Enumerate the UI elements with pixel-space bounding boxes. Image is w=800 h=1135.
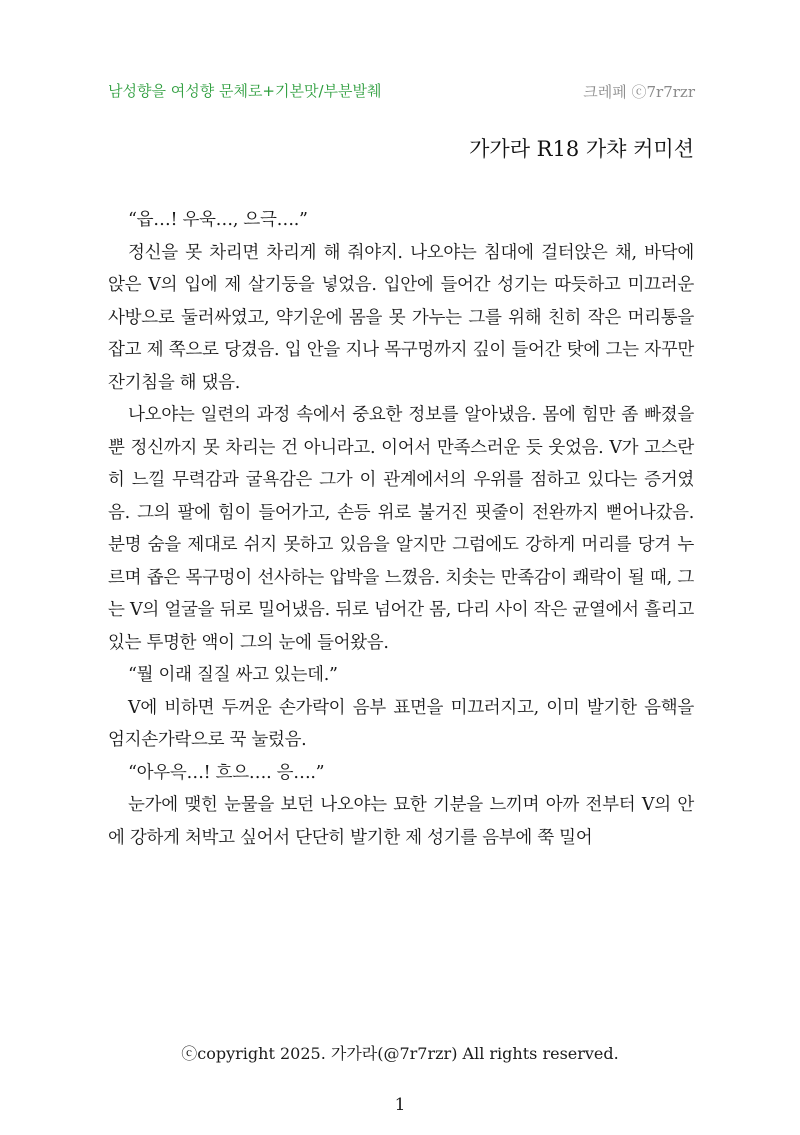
paragraph: “아우윽…! 흐으…. 응….”: [128, 762, 325, 783]
paragraph: 정신을 못 차리면 차리게 해 줘야지. 나오야는 침대에 걸터앉은 채, 바닥에 앉은 V의 입에 제 살기둥을 넣었음. 입안에 들어간 성기는 따듯하고 미끄러운 사방으로 둘러싸였고, 약기운에 몸을 못 가누는 그를 위해 친히 작은 머리통을 잡고 제 쪽으로 당겼음. 입 안을 지나 목구멍까지 깊이 들어간 탓에 그는 자꾸만 잔기침을 해 댔음.: [108, 242, 694, 393]
header-subtitle: 남성향을 여성향 문체로+기본맛/부분발췌: [108, 82, 382, 100]
paragraph: 눈가에 맺힌 눈물을 보던 나오야는 묘한 기분을 느끼며 아까 전부터 V의 안에 강하게 처박고 싶어서 단단히 발기한 제 성기를 음부에 쭉 밀어: [108, 795, 694, 848]
paragraph: “뭘 이래 질질 싸고 있는데.”: [128, 665, 338, 685]
document-title: 가가라 R18 가챠 커미션: [469, 137, 694, 161]
paragraph: “읍…! 우욱…, 으극….”: [128, 210, 308, 230]
copyright-footer: ⓒcopyright 2025. 가가라(@7r7rzr) All rights reserved.: [181, 1044, 619, 1063]
paragraph: 나오야는 일련의 과정 속에서 중요한 정보를 알아냈음. 몸에 힘만 좀 빠졌을 뿐 정신까지 못 차리는 건 아니라고. 이어서 만족스러운 듯 웃었음. V가 고스란히 느낄 무력감과 굴욕감은 그가 이 관계에서의 우위를 점하고 있다는 증거였음. 그의 팔에 힘이 들어가고, 손등 위로 불거진 핏줄이 전완까지 뻗어나갔음. 분명 숨을 제대로 쉬지 못하고 있음을 알지만 그럼에도 강하게 머리를 당겨 누르며 좁은 목구멍이 선사하는 압박을 느꼈음. 치솟는 만족감이 쾌락이 될 때, 그는 V의 얼굴을 뒤로 밀어냈음. 뒤로 넘어간 몸, 다리 사이 작은 균열에서 흘리고 있는 투명한 액이 그의 눈에 들어왔음.: [108, 405, 694, 653]
page-number: 1: [394, 1095, 406, 1115]
document-body: [108, 204, 694, 854]
paragraph: V에 비하면 두꺼운 손가락이 음부 표면을 미끄러지고, 이미 발기한 음핵을 엄지손가락으로 꾹 눌렀음.: [108, 697, 694, 750]
header-credit: 크레페 ⓒ7r7rzr: [583, 83, 695, 101]
